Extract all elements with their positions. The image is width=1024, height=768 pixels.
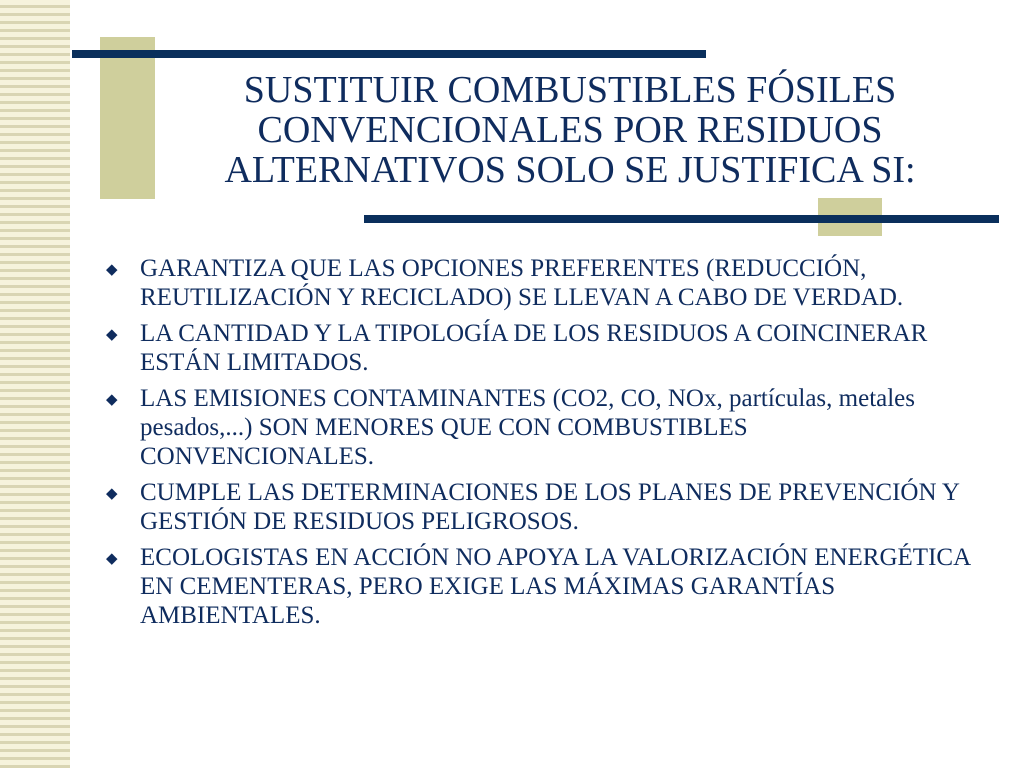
bullet-list bbox=[104, 254, 974, 637]
title-accent-block-left bbox=[100, 37, 155, 199]
striped-sidebar-decoration bbox=[0, 0, 72, 768]
bullet-item bbox=[104, 319, 974, 377]
bullet-text: LAS EMISIONES CONTAMINANTES (CO2, CO, NOx, partículas, metales pesados,...) SON MENORES QUE CON COMBUSTIBLES CONVENCIONALES. bbox=[140, 385, 916, 470]
bullet-item bbox=[104, 478, 974, 536]
diamond-bullet-icon: ◆ bbox=[106, 549, 118, 567]
bullet-item bbox=[104, 543, 974, 630]
diamond-bullet-icon: ◆ bbox=[106, 325, 118, 343]
bullet-item bbox=[104, 384, 974, 471]
slide-title-line: ALTERNATIVOS SOLO SE JUSTIFICA SI: bbox=[224, 149, 916, 191]
title-rule-bottom bbox=[364, 215, 999, 223]
slide-title-line: CONVENCIONALES POR RESIDUOS bbox=[257, 109, 883, 151]
bullet-text: GARANTIZA QUE LAS OPCIONES PREFERENTES (REDUCCIÓN, REUTILIZACIÓN Y RECICLADO) SE LLEVAN A CABO DE VERDAD. bbox=[140, 255, 904, 311]
bullet-text: LA CANTIDAD Y LA TIPOLOGÍA DE LOS RESIDUOS A COINCINERAR ESTÁN LIMITADOS. bbox=[140, 320, 928, 376]
slide-title bbox=[170, 70, 970, 190]
slide-title-line: SUSTITUIR COMBUSTIBLES FÓSILES bbox=[243, 69, 897, 111]
bullet-item bbox=[104, 254, 974, 312]
bullet-text: CUMPLE LAS DETERMINACIONES DE LOS PLANES DE PREVENCIÓN Y GESTIÓN DE RESIDUOS PELIGROSOS. bbox=[140, 479, 959, 535]
title-rule-top bbox=[72, 50, 706, 58]
diamond-bullet-icon: ◆ bbox=[106, 390, 118, 408]
bullet-text: ECOLOGISTAS EN ACCIÓN NO APOYA LA VALORIZACIÓN ENERGÉTICA EN CEMENTERAS, PERO EXIGE LAS MÁXIMAS GARANTÍAS AMBIENTALES. bbox=[140, 544, 970, 629]
diamond-bullet-icon: ◆ bbox=[106, 484, 118, 502]
diamond-bullet-icon: ◆ bbox=[106, 260, 118, 278]
